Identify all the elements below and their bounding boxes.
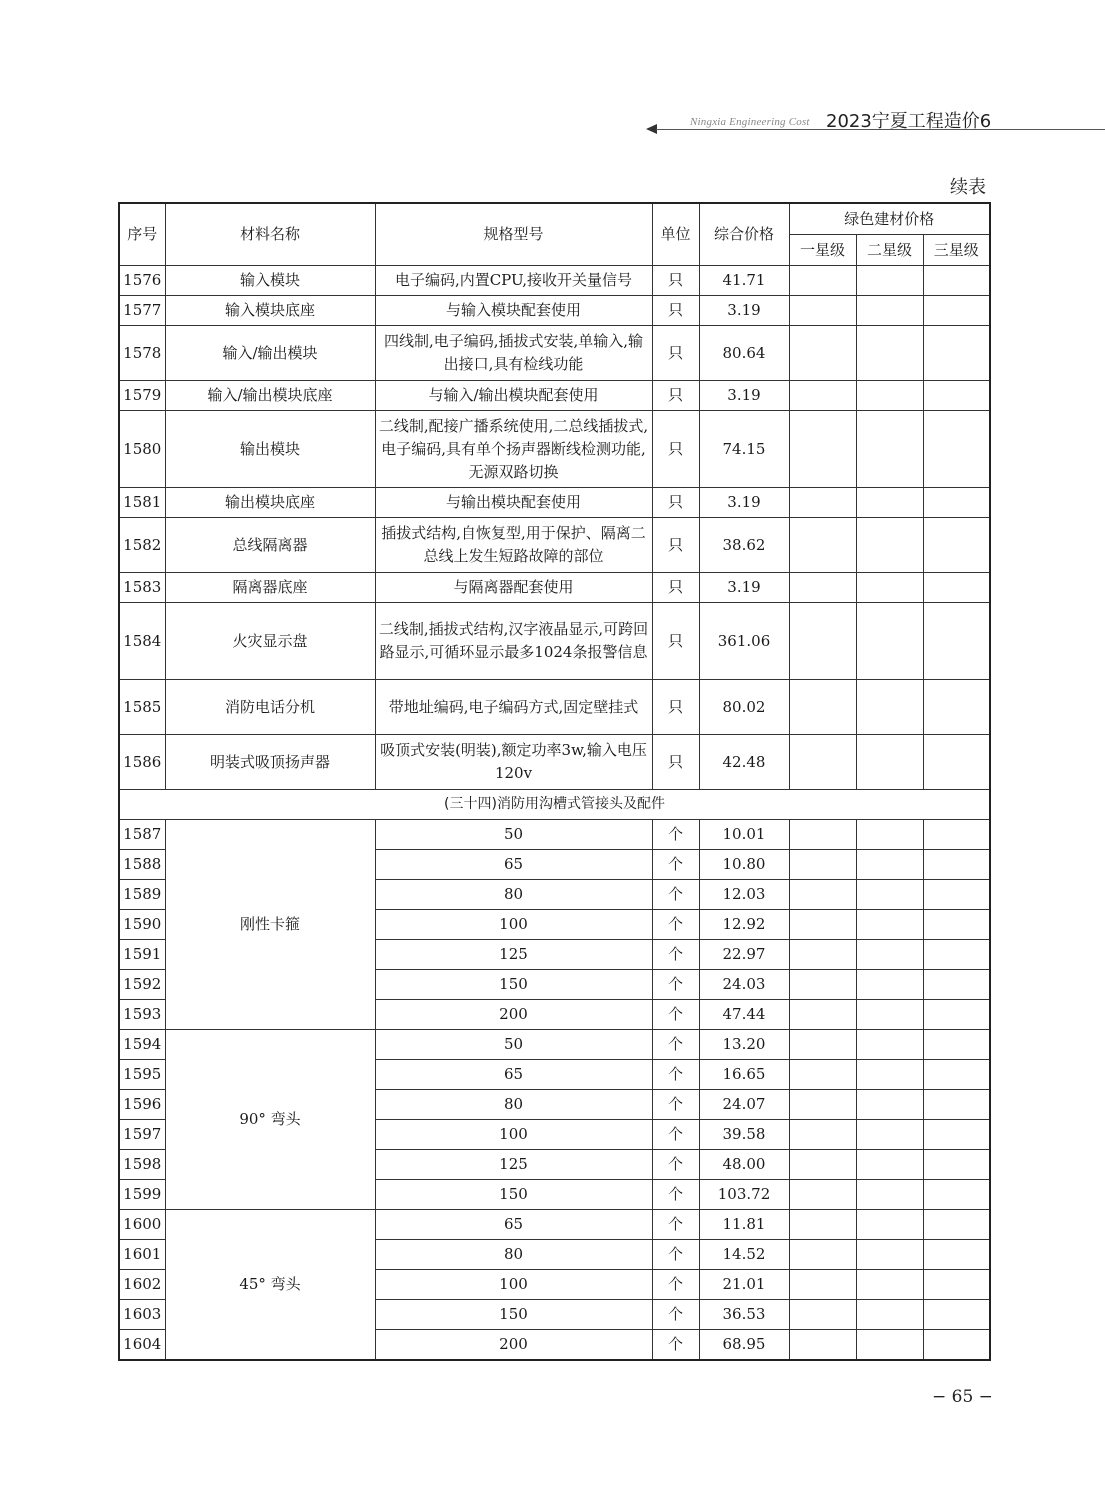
star1-cell (789, 1150, 856, 1180)
price-cell: 3.19 (699, 488, 789, 518)
price-cell: 3.19 (699, 573, 789, 603)
star3-cell (923, 381, 990, 411)
star3-cell (923, 1090, 990, 1120)
spec-cell: 125 (375, 940, 652, 970)
star3-cell (923, 488, 990, 518)
star2-cell (856, 1060, 923, 1090)
spec-cell: 65 (375, 850, 652, 880)
seq-cell: 1604 (119, 1330, 165, 1361)
star2-cell (856, 1210, 923, 1240)
star2-cell (856, 735, 923, 790)
table-row (119, 488, 990, 518)
seq-cell: 1595 (119, 1060, 165, 1090)
star1-cell (789, 381, 856, 411)
star2-cell (856, 1030, 923, 1060)
seq-cell: 1582 (119, 518, 165, 573)
seq-cell: 1577 (119, 296, 165, 326)
star3-cell (923, 850, 990, 880)
page-number: − 65 − (932, 1387, 993, 1407)
name-cell: 输出模块 (165, 411, 375, 488)
price-cell: 361.06 (699, 603, 789, 680)
name-cell: 消防电话分机 (165, 680, 375, 735)
star2-cell (856, 296, 923, 326)
star1-cell (789, 1180, 856, 1210)
price-cell: 12.92 (699, 910, 789, 940)
unit-cell: 个 (652, 1060, 699, 1090)
star1-cell (789, 573, 856, 603)
spec-cell: 带地址编码,电子编码方式,固定壁挂式 (375, 680, 652, 735)
star3-cell (923, 1330, 990, 1361)
star3-cell (923, 573, 990, 603)
spec-cell: 125 (375, 1150, 652, 1180)
unit-cell: 个 (652, 1240, 699, 1270)
seq-cell: 1593 (119, 1000, 165, 1030)
header-star3: 三星级 (923, 235, 990, 266)
spec-cell: 200 (375, 1000, 652, 1030)
star1-cell (789, 1000, 856, 1030)
spec-cell: 150 (375, 1300, 652, 1330)
unit-cell: 只 (652, 266, 699, 296)
spec-cell: 65 (375, 1060, 652, 1090)
star2-cell (856, 1180, 923, 1210)
star3-cell (923, 940, 990, 970)
seq-cell: 1580 (119, 411, 165, 488)
spec-cell: 50 (375, 820, 652, 850)
unit-cell: 只 (652, 326, 699, 381)
star1-cell (789, 1060, 856, 1090)
unit-cell: 只 (652, 680, 699, 735)
price-cell: 41.71 (699, 266, 789, 296)
star3-cell (923, 1150, 990, 1180)
spec-cell: 100 (375, 1270, 652, 1300)
star3-cell (923, 1000, 990, 1030)
price-cell: 80.64 (699, 326, 789, 381)
star2-cell (856, 411, 923, 488)
price-cell: 74.15 (699, 411, 789, 488)
price-cell: 68.95 (699, 1330, 789, 1361)
price-cell: 10.01 (699, 820, 789, 850)
header-green-price: 绿色建材价格 (789, 203, 990, 235)
unit-cell: 个 (652, 1300, 699, 1330)
name-cell: 输入模块底座 (165, 296, 375, 326)
unit-cell: 个 (652, 940, 699, 970)
spec-cell: 150 (375, 970, 652, 1000)
unit-cell: 只 (652, 518, 699, 573)
price-cell: 10.80 (699, 850, 789, 880)
seq-cell: 1598 (119, 1150, 165, 1180)
price-cell: 47.44 (699, 1000, 789, 1030)
star1-cell (789, 266, 856, 296)
name-cell: 输入/输出模块 (165, 326, 375, 381)
seq-cell: 1588 (119, 850, 165, 880)
unit-cell: 个 (652, 880, 699, 910)
section-title: (三十四)消防用沟槽式管接头及配件 (119, 790, 990, 820)
spec-cell: 二线制,配接广播系统使用,二总线插拔式,电子编码,具有单个扬声器断线检测功能,无源双路切换 (375, 411, 652, 488)
table-row (119, 381, 990, 411)
materials-price-table (118, 202, 991, 1361)
seq-cell: 1585 (119, 680, 165, 735)
spec-cell: 65 (375, 1210, 652, 1240)
price-cell: 22.97 (699, 940, 789, 970)
unit-cell: 只 (652, 381, 699, 411)
star2-cell (856, 266, 923, 296)
star1-cell (789, 296, 856, 326)
seq-cell: 1599 (119, 1180, 165, 1210)
star2-cell (856, 880, 923, 910)
unit-cell: 个 (652, 850, 699, 880)
star1-cell (789, 411, 856, 488)
star3-cell (923, 970, 990, 1000)
price-cell: 16.65 (699, 1060, 789, 1090)
spec-cell: 与隔离器配套使用 (375, 573, 652, 603)
star1-cell (789, 1240, 856, 1270)
table-row (119, 326, 990, 381)
star1-cell (789, 1090, 856, 1120)
seq-cell: 1587 (119, 820, 165, 850)
spec-cell: 吸顶式安装(明装),额定功率3w,输入电压120v (375, 735, 652, 790)
spec-cell: 插拔式结构,自恢复型,用于保护、隔离二总线上发生短路故障的部位 (375, 518, 652, 573)
unit-cell: 个 (652, 910, 699, 940)
unit-cell: 个 (652, 970, 699, 1000)
group-name-cell: 45° 弯头 (165, 1210, 375, 1361)
spec-cell: 100 (375, 1120, 652, 1150)
spec-cell: 50 (375, 1030, 652, 1060)
star2-cell (856, 680, 923, 735)
seq-cell: 1592 (119, 970, 165, 1000)
price-cell: 80.02 (699, 680, 789, 735)
star2-cell (856, 573, 923, 603)
unit-cell: 个 (652, 1330, 699, 1361)
star1-cell (789, 488, 856, 518)
unit-cell: 只 (652, 735, 699, 790)
seq-cell: 1583 (119, 573, 165, 603)
table-row (119, 573, 990, 603)
table-row (119, 518, 990, 573)
price-cell: 24.03 (699, 970, 789, 1000)
header-name: 材料名称 (165, 203, 375, 266)
star2-cell (856, 1000, 923, 1030)
price-cell: 39.58 (699, 1120, 789, 1150)
star1-cell (789, 326, 856, 381)
header-star1: 一星级 (789, 235, 856, 266)
star3-cell (923, 411, 990, 488)
star2-cell (856, 1330, 923, 1361)
table-row (119, 1030, 990, 1060)
star2-cell (856, 1300, 923, 1330)
star3-cell (923, 1060, 990, 1090)
star3-cell (923, 603, 990, 680)
header-spec: 规格型号 (375, 203, 652, 266)
price-cell: 3.19 (699, 296, 789, 326)
spec-cell: 电子编码,内置CPU,接收开关量信号 (375, 266, 652, 296)
star3-cell (923, 296, 990, 326)
spec-cell: 80 (375, 880, 652, 910)
unit-cell: 只 (652, 411, 699, 488)
star1-cell (789, 970, 856, 1000)
name-cell: 明装式吸顶扬声器 (165, 735, 375, 790)
star1-cell (789, 735, 856, 790)
unit-cell: 只 (652, 573, 699, 603)
star1-cell (789, 603, 856, 680)
price-cell: 103.72 (699, 1180, 789, 1210)
seq-cell: 1594 (119, 1030, 165, 1060)
header-chinese-title: 2023宁夏工程造价6 (826, 111, 992, 132)
unit-cell: 只 (652, 296, 699, 326)
table-row (119, 680, 990, 735)
price-cell: 12.03 (699, 880, 789, 910)
star3-cell (923, 1300, 990, 1330)
star2-cell (856, 850, 923, 880)
star1-cell (789, 940, 856, 970)
spec-cell: 80 (375, 1240, 652, 1270)
name-cell: 火灾显示盘 (165, 603, 375, 680)
unit-cell: 个 (652, 1150, 699, 1180)
star3-cell (923, 326, 990, 381)
star3-cell (923, 266, 990, 296)
unit-cell: 个 (652, 1090, 699, 1120)
star2-cell (856, 940, 923, 970)
header-star2: 二星级 (856, 235, 923, 266)
unit-cell: 只 (652, 488, 699, 518)
star3-cell (923, 820, 990, 850)
star2-cell (856, 488, 923, 518)
star3-cell (923, 680, 990, 735)
spec-cell: 80 (375, 1090, 652, 1120)
star1-cell (789, 1030, 856, 1060)
seq-cell: 1578 (119, 326, 165, 381)
star3-cell (923, 1030, 990, 1060)
star2-cell (856, 970, 923, 1000)
name-cell: 输出模块底座 (165, 488, 375, 518)
table-row (119, 1210, 990, 1240)
star3-cell (923, 1240, 990, 1270)
seq-cell: 1581 (119, 488, 165, 518)
name-cell: 隔离器底座 (165, 573, 375, 603)
table-row (119, 411, 990, 488)
star3-cell (923, 1120, 990, 1150)
star3-cell (923, 1210, 990, 1240)
table-row (119, 735, 990, 790)
star1-cell (789, 820, 856, 850)
table-row (119, 820, 990, 850)
seq-cell: 1579 (119, 381, 165, 411)
table-row (119, 266, 990, 296)
continued-label: 续表 (950, 177, 986, 198)
star1-cell (789, 910, 856, 940)
star2-cell (856, 820, 923, 850)
price-cell: 24.07 (699, 1090, 789, 1120)
unit-cell: 个 (652, 1210, 699, 1240)
unit-cell: 个 (652, 1120, 699, 1150)
header-unit: 单位 (652, 203, 699, 266)
star2-cell (856, 910, 923, 940)
star1-cell (789, 1330, 856, 1361)
seq-cell: 1603 (119, 1300, 165, 1330)
star1-cell (789, 1270, 856, 1300)
unit-cell: 个 (652, 1270, 699, 1300)
spec-cell: 150 (375, 1180, 652, 1210)
seq-cell: 1586 (119, 735, 165, 790)
price-cell: 36.53 (699, 1300, 789, 1330)
seq-cell: 1591 (119, 940, 165, 970)
price-cell: 3.19 (699, 381, 789, 411)
star3-cell (923, 735, 990, 790)
star1-cell (789, 850, 856, 880)
star1-cell (789, 1210, 856, 1240)
seq-cell: 1589 (119, 880, 165, 910)
price-cell: 11.81 (699, 1210, 789, 1240)
name-cell: 总线隔离器 (165, 518, 375, 573)
spec-cell: 100 (375, 910, 652, 940)
seq-cell: 1602 (119, 1270, 165, 1300)
seq-cell: 1576 (119, 266, 165, 296)
price-cell: 13.20 (699, 1030, 789, 1060)
spec-cell: 与输出模块配套使用 (375, 488, 652, 518)
star3-cell (923, 880, 990, 910)
name-cell: 输入/输出模块底座 (165, 381, 375, 411)
unit-cell: 个 (652, 1180, 699, 1210)
unit-cell: 个 (652, 1000, 699, 1030)
star3-cell (923, 910, 990, 940)
star2-cell (856, 1090, 923, 1120)
unit-cell: 个 (652, 820, 699, 850)
spec-cell: 四线制,电子编码,插拔式安装,单输入,输出接口,具有检线功能 (375, 326, 652, 381)
spec-cell: 与输入模块配套使用 (375, 296, 652, 326)
name-cell: 输入模块 (165, 266, 375, 296)
star1-cell (789, 518, 856, 573)
unit-cell: 个 (652, 1030, 699, 1060)
group-name-cell: 刚性卡箍 (165, 820, 375, 1030)
star2-cell (856, 1240, 923, 1270)
star1-cell (789, 1120, 856, 1150)
star3-cell (923, 518, 990, 573)
seq-cell: 1596 (119, 1090, 165, 1120)
star2-cell (856, 1120, 923, 1150)
star3-cell (923, 1270, 990, 1300)
unit-cell: 只 (652, 603, 699, 680)
price-cell: 42.48 (699, 735, 789, 790)
group-name-cell: 90° 弯头 (165, 1030, 375, 1210)
table-row (119, 603, 990, 680)
seq-cell: 1590 (119, 910, 165, 940)
star2-cell (856, 326, 923, 381)
star2-cell (856, 518, 923, 573)
seq-cell: 1584 (119, 603, 165, 680)
header-english-title: Ningxia Engineering Cost (690, 116, 810, 128)
table-row (119, 296, 990, 326)
price-cell: 38.62 (699, 518, 789, 573)
star2-cell (856, 1270, 923, 1300)
star2-cell (856, 381, 923, 411)
price-cell: 21.01 (699, 1270, 789, 1300)
spec-cell: 200 (375, 1330, 652, 1361)
header-seq: 序号 (119, 203, 165, 266)
seq-cell: 1601 (119, 1240, 165, 1270)
price-cell: 14.52 (699, 1240, 789, 1270)
star1-cell (789, 680, 856, 735)
header-price: 综合价格 (699, 203, 789, 266)
star1-cell (789, 880, 856, 910)
star1-cell (789, 1300, 856, 1330)
spec-cell: 与输入/输出模块配套使用 (375, 381, 652, 411)
price-cell: 48.00 (699, 1150, 789, 1180)
star2-cell (856, 603, 923, 680)
star2-cell (856, 1150, 923, 1180)
spec-cell: 二线制,插拔式结构,汉字液晶显示,可跨回路显示,可循环显示最多1024条报警信息 (375, 603, 652, 680)
section-row (119, 790, 990, 820)
star3-cell (923, 1180, 990, 1210)
seq-cell: 1597 (119, 1120, 165, 1150)
seq-cell: 1600 (119, 1210, 165, 1240)
